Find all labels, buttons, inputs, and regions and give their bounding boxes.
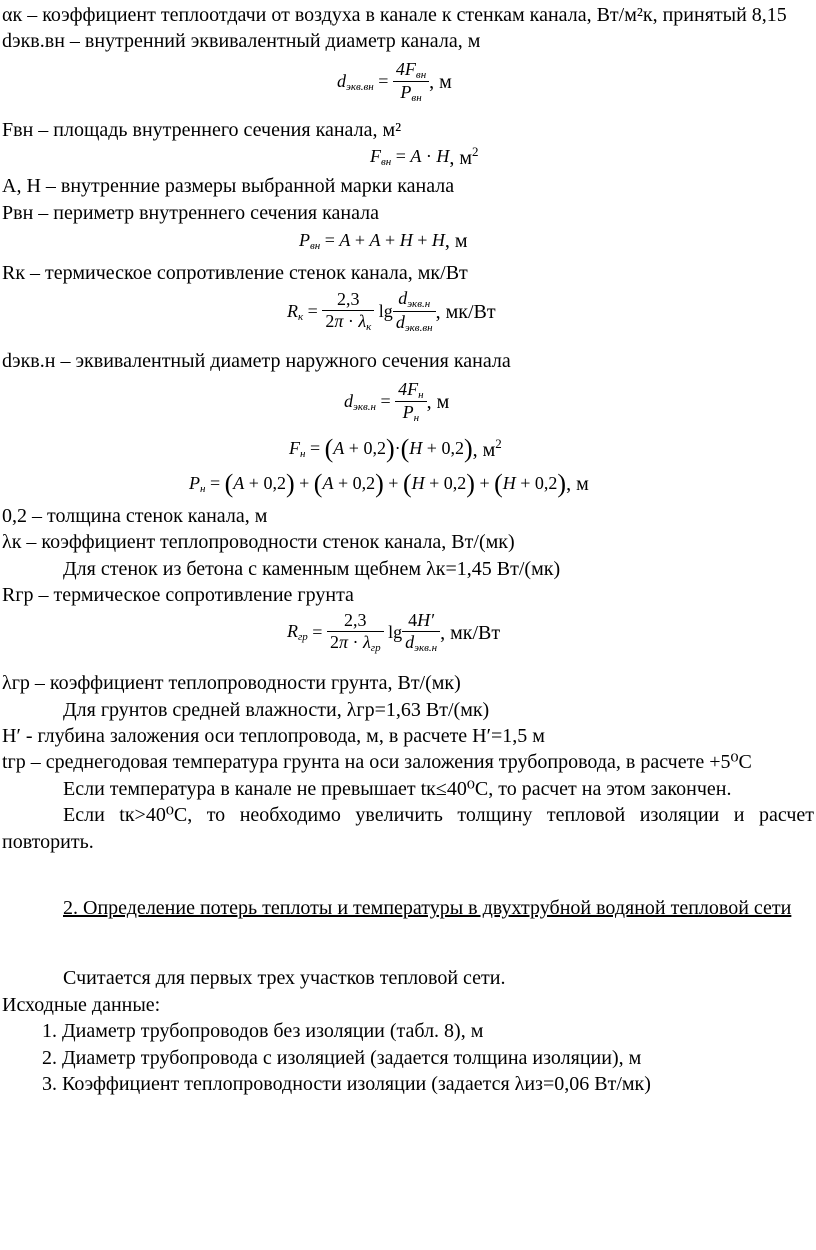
r-gr-definition: Rгр – термическое сопротивление грунта (2, 583, 354, 606)
list-item: 2. Диаметр трубопровода с изоляцией (задается толщина изоляции), м (62, 1045, 814, 1071)
equation-p-vn: $P_{вн}$ = A + A + H + H , м (299, 229, 468, 252)
condition-pass: Если температура в канале не превышает tк≤40⁰С, то расчет на этом закончен. (63, 777, 732, 800)
r-k-definition: Rк – термическое сопротивление стенок канала, мк/Вт (2, 261, 468, 284)
p-vn-definition: Рвн – периметр внутреннего сечения канала (2, 201, 380, 224)
lambda-k-definition: λк – коэффициент теплопроводности стенок канала, Вт/(мк) (2, 531, 515, 554)
equation-r-k: $R_к$ = $\frac{2,3}{2\pi \cdot \lambda_к}$ lg $\frac{d_{экв.н}}{d_{экв.вн}}$ , мк/Вт (287, 288, 496, 334)
d-ekv-n-definition: dэкв.н – эквивалентный диаметр наружного сечения канала (2, 350, 511, 373)
equation-f-vn: $F_{вн}$ = A · H , $м^2$ (370, 144, 479, 170)
f-vn-definition: Fвн – площадь внутреннего сечения канала, м² (2, 118, 402, 141)
equation-d-ekv-vn: $d_{экв.вн}$ = $\frac{4F_{вн}}{P_{вн}}$ , м (337, 58, 452, 105)
list-item: 1. Диаметр трубопроводов без изоляции (табл. 8), м (62, 1018, 814, 1044)
t-gr-definition: tгр – среднегодовая температура грунта на оси заложения трубопровода, в расчете +5⁰С (2, 751, 752, 774)
equation-p-n: $P_н$ = ( A + 0,2 ) + ( A + 0,2 ) + ( H + 0,2 ) + ( H + 0,2 ) , м (189, 468, 589, 498)
wall-thickness-line: 0,2 – толщина стенок канала, м (2, 504, 268, 527)
alpha-k-definition: αк – коэффициент теплоотдачи от воздуха в канале к стенкам канала, Вт/м²к, принятый 8,15 (2, 4, 787, 26)
lambda-gr-definition: λгр – коэффициент теплопроводности грунта, Вт/(мк) (2, 672, 461, 695)
d-ekv-vn-definition: dэкв.вн – внутренний эквивалентный диаметр канала, м (2, 30, 481, 53)
concrete-note: Для стенок из бетона с каменным щебнем λк=1,45 Вт/(мк) (63, 557, 561, 580)
equation-f-n: $F_н$ = ( A + 0,2 ) · ( H + 0,2 ) , $м^2$ (289, 433, 502, 463)
soil-note: Для грунтов средней влажности, λгр=1,63 Вт/(мк) (63, 698, 490, 721)
count-note: Считается для первых трех участков тепловой сети. (63, 967, 506, 990)
equation-r-gr: $R_{гр}$ = $\frac{2,3}{2\pi \cdot \lambda_{гр}}$ lg $\frac{4H'}{d_{экв.н}}$ , мк/Вт (287, 610, 501, 654)
equation-d-ekv-n: $d_{экв.н}$ = $\frac{4F_н}{P_н}$ , м (344, 378, 450, 425)
section-heading: 2. Определение потерь теплоты и температуры в двухтрубной водяной тепловой сети (63, 897, 792, 920)
input-data-heading: Исходные данные: (2, 993, 161, 1016)
a-h-definition: А, Н – внутренние размеры выбранной марки канала (2, 175, 455, 198)
condition-fail: Если tк>40⁰С, то необходимо увеличить толщину тепловой изоляции и расчет повторить. (2, 804, 814, 853)
input-data-list (2, 1018, 814, 1097)
list-item: 3. Коэффициент теплопроводности изоляции (задается λиз=0,06 Вт/мк) (62, 1071, 814, 1097)
h-prime-definition: H′ - глубина заложения оси теплопровода, м, в расчете H′=1,5 м (2, 725, 545, 748)
